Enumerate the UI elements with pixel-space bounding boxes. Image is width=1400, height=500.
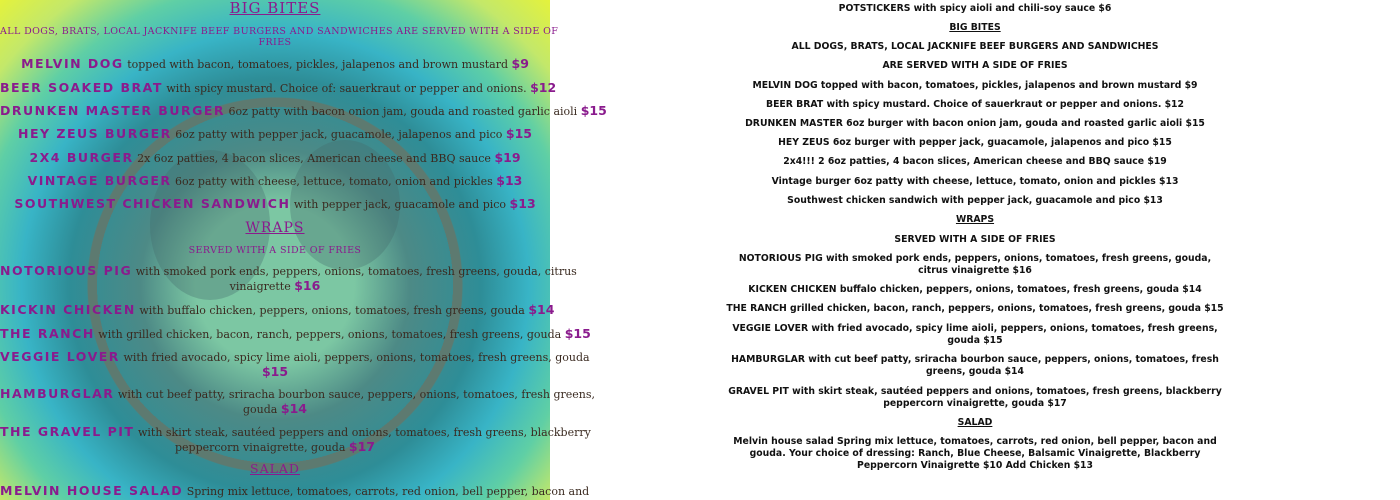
wraps-heading: WRAPS: [955, 214, 995, 225]
menu-text-line: KICKEN CHICKEN buffalo chicken, peppers, onions, tomatoes, fresh greens, gouda $14: [748, 284, 1202, 295]
wrap-item: THE RANCH with grilled chicken, bacon, ranch, peppers, onions, tomatoes, fresh greens, gouda $15: [0, 326, 591, 341]
menu-text-line: citrus vinaigrette $16: [918, 265, 1032, 276]
menu-item: 2X4 BURGER 2x 6oz patties, 4 bacon slices, American cheese and BBQ sauce $19: [29, 150, 521, 165]
salad-item: MELVIN HOUSE SALAD Spring mix lettuce, tomatoes, carrots, red onion, bell pepper, bacon and: [0, 483, 590, 498]
wrap-item-cont: $15: [261, 364, 289, 379]
menu-text-panel: [550, 0, 1400, 500]
big-bites-heading: BIG BITES: [229, 0, 321, 17]
wrap-item-cont: gouda $14: [243, 401, 307, 416]
menu-text-line: BEER BRAT with spicy mustard. Choice of sauerkraut or pepper and onions. $12: [766, 99, 1184, 110]
menu-item: VINTAGE BURGER 6oz patty with cheese, lettuce, tomato, onion and pickles $13: [27, 173, 523, 188]
menu-item: MELVIN DOG topped with bacon, tomatoes, pickles, jalapenos and brown mustard $9: [21, 56, 529, 71]
menu-text-line: Melvin house salad Spring mix lettuce, tomatoes, carrots, red onion, bell pepper, bacon and: [733, 436, 1217, 447]
wrap-item: VEGGIE LOVER with fried avocado, spicy lime aioli, peppers, onions, tomatoes, fresh greens, gouda: [0, 349, 590, 364]
menu-text-line: MELVIN DOG topped with bacon, tomatoes, pickles, jalapenos and brown mustard $9: [752, 80, 1198, 91]
menu-text-line: NOTORIOUS PIG with smoked pork ends, peppers, onions, tomatoes, fresh greens, gouda,: [738, 253, 1212, 264]
menu-text-line: peppercorn vinaigrette, gouda $17: [883, 398, 1067, 409]
menu-text-line: THE RANCH grilled chicken, bacon, ranch, peppers, onions, tomatoes, fresh greens, gouda $15: [726, 303, 1224, 314]
menu-text-line: ARE SERVED WITH A SIDE OF FRIES: [882, 60, 1068, 71]
wrap-item: THE GRAVEL PIT with skirt steak, sautéed peppers and onions, tomatoes, fresh greens, blackberry: [0, 424, 591, 439]
menu-text-line: HEY ZEUS 6oz burger with pepper jack, guacamole, jalapenos and pico $15: [778, 137, 1172, 148]
menu-text-line: Vintage burger 6oz patty with cheese, lettuce, tomato, onion and pickles $13: [771, 176, 1179, 187]
menu-item: BEER SOAKED BRAT with spicy mustard. Choice of: sauerkraut or pepper and onions. $12: [0, 80, 557, 95]
menu-text-line: DRUNKEN MASTER 6oz burger with bacon onion jam, gouda and roasted garlic aioli $15: [745, 118, 1205, 129]
menu-text-line: SERVED WITH A SIDE OF FRIES: [894, 234, 1056, 245]
wraps-subheading: SERVED WITH A SIDE OF FRIES: [188, 245, 362, 256]
intro-line-2: FRIES: [258, 37, 292, 48]
wrap-item: NOTORIOUS PIG with smoked pork ends, peppers, onions, tomatoes, fresh greens, gouda, citrus: [0, 263, 577, 278]
menu-text-line: Peppercorn Vinaigrette $10 Add Chicken $13: [857, 460, 1093, 471]
menu-item: SOUTHWEST CHICKEN SANDWICH with pepper jack, guacamole and pico $13: [14, 196, 536, 211]
menu-item: HEY ZEUS BURGER 6oz patty with pepper jack, guacamole, jalapenos and pico $15: [18, 126, 532, 141]
menu-text-line: HAMBURGLAR with cut beef patty, sriracha bourbon sauce, peppers, onions, tomatoes, fresh: [731, 354, 1219, 365]
menu-text-line: GRAVEL PIT with skirt steak, sautéed peppers and onions, tomatoes, fresh greens, blackberry: [728, 386, 1222, 397]
menu-photo: [0, 0, 607, 500]
salad-heading: SALAD: [250, 461, 300, 476]
menu-text-line: greens, gouda $14: [925, 366, 1024, 377]
potstickers-line: POTSTICKERS with spicy aioli and chili-soy sauce $6: [838, 3, 1112, 14]
menu-text-line: gouda $15: [947, 335, 1003, 346]
wraps-heading: WRAPS: [245, 220, 305, 236]
menu-text-line: gouda. Your choice of dressing: Ranch, Blue Cheese, Balsamic Vinaigrette, Blackberry: [749, 448, 1201, 459]
menu-text-line: VEGGIE LOVER with fried avocado, spicy lime aioli, peppers, onions, tomatoes, fresh greens,: [732, 323, 1218, 334]
big-bites-heading: BIG BITES: [949, 22, 1001, 33]
intro-line-1: ALL DOGS, BRATS, LOCAL JACKNIFE BEEF BURGERS AND SANDWICHES ARE SERVED WITH A SIDE OF: [0, 26, 559, 37]
wrap-item: KICKIN CHICKEN with buffalo chicken, peppers, onions, tomatoes, fresh greens, gouda $14: [0, 302, 555, 317]
menu-text-line: 2x4!!! 2 6oz patties, 4 bacon slices, American cheese and BBQ sauce $19: [783, 156, 1167, 167]
menu-text-line: ALL DOGS, BRATS, LOCAL JACKNIFE BEEF BURGERS AND SANDWICHES: [791, 41, 1159, 52]
menu-item: DRUNKEN MASTER BURGER 6oz patty with bacon onion jam, gouda and roasted garlic aioli $15: [0, 103, 607, 118]
salad-heading: SALAD: [957, 417, 993, 428]
wrap-item-cont: peppercorn vinaigrette, gouda $17: [174, 439, 375, 454]
menu-text-line: Southwest chicken sandwich with pepper jack, guacamole and pico $13: [787, 195, 1163, 206]
wrap-item: HAMBURGLAR with cut beef patty, sriracha bourbon sauce, peppers, onions, tomatoes, fresh greens,: [0, 386, 596, 401]
wrap-item-cont: vinaigrette $16: [229, 278, 321, 293]
